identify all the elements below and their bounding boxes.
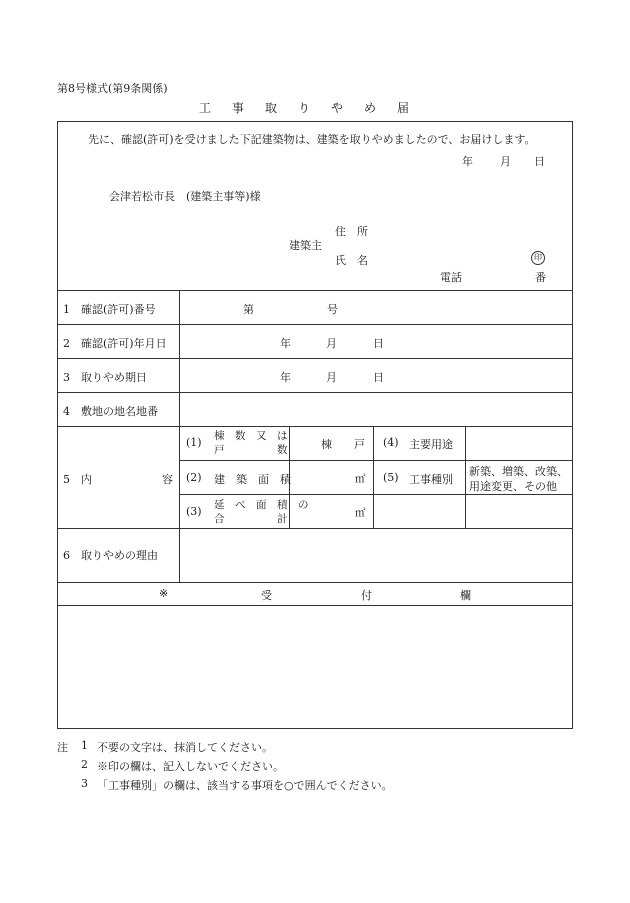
reception-char: 付: [361, 589, 372, 602]
title-char: り: [298, 101, 311, 115]
row-label-reason: 6 取りやめの理由: [63, 549, 158, 562]
cancel-date-year: 年: [280, 371, 291, 384]
title-char: め: [364, 101, 377, 115]
phone-label: 電話: [440, 271, 462, 284]
total-floor-area-label-line1: 延 べ 面 積 の: [214, 499, 309, 511]
address-label: 住 所: [335, 225, 368, 238]
note-text: ※印の欄は、記入しないでください。: [97, 760, 284, 773]
row-divider: [58, 358, 572, 359]
date-year-label: 年: [462, 155, 473, 168]
row-label-permit-date: 2 確認(許可)年月日: [63, 337, 167, 350]
column-divider: [373, 426, 374, 528]
date-month-label: 月: [500, 155, 511, 168]
row-label-cancel-date: 3 取りやめ期日: [63, 371, 147, 384]
item-no-3: (3): [186, 505, 202, 518]
building-area-label: 建 築 面 積: [214, 473, 291, 486]
reception-mark: ※: [159, 587, 169, 600]
permit-date-day: 日: [373, 337, 384, 350]
phone-suffix: 番: [535, 271, 546, 284]
row-label-permit-number: 1 確認(許可)番号: [63, 303, 156, 316]
title-char: 工: [199, 101, 212, 115]
row-divider: [179, 494, 572, 495]
row-divider: [58, 324, 572, 325]
column-divider: [465, 426, 466, 528]
form-number: 第8号様式(第9条関係): [57, 82, 168, 95]
total-floor-area-unit: ㎡: [355, 507, 366, 519]
reception-char: 欄: [460, 589, 471, 602]
main-use-label: 主要用途: [409, 438, 453, 451]
note-number: 3: [81, 777, 88, 790]
form-title: [199, 99, 430, 116]
declaration-text: 先に、確認(許可)を受けました下記建築物は、建築を取りやめましたので、お届けします。: [88, 133, 536, 146]
work-type-option[interactable]: 新築、増築、改築、: [469, 465, 568, 478]
building-area-unit: ㎡: [355, 473, 366, 485]
permit-number-go: 号: [327, 303, 338, 316]
note-number: 2: [81, 758, 88, 771]
cancel-date-day: 日: [373, 371, 384, 384]
form-table: [57, 121, 573, 729]
row-divider: [58, 582, 572, 583]
row-divider: [58, 392, 572, 393]
cancel-date-month: 月: [326, 371, 337, 384]
date-day-label: 日: [534, 155, 545, 168]
note-number: 1: [81, 739, 88, 752]
column-divider: [179, 290, 180, 582]
title-char: 事: [232, 101, 245, 115]
row-divider: [58, 528, 572, 529]
building-count-unit: 棟 戸: [321, 438, 365, 451]
note-text: 「工事種別」の欄は、該当する事項を○で囲んでください。: [97, 779, 393, 792]
addressee: 会津若松市長 (建築主事等)様: [109, 190, 261, 203]
seal-icon: 印: [531, 251, 545, 265]
title-char: や: [331, 101, 344, 115]
row-divider: [58, 290, 572, 291]
permit-date-year: 年: [280, 337, 291, 350]
permit-number-dai: 第: [243, 303, 254, 316]
item-no-1: (1): [186, 436, 202, 449]
item-no-5: (5): [383, 471, 399, 484]
owner-label: 建築主: [289, 239, 322, 252]
work-type-option[interactable]: 用途変更、その他: [469, 480, 557, 493]
building-count-label-line1: 棟 数 又 は: [214, 430, 288, 442]
total-floor-area-label-line2: 合 計: [214, 513, 288, 525]
row-divider: [58, 426, 572, 427]
work-type-label: 工事種別: [409, 473, 453, 486]
item-no-2: (2): [186, 471, 202, 484]
row-label-site-address: 4 敷地の地名地番: [63, 405, 158, 418]
building-count-label-line2: 戸 数: [214, 444, 288, 456]
note-text: 不要の文字は、抹消してください。: [97, 741, 273, 754]
reception-char: 受: [261, 589, 272, 602]
title-char: 届: [397, 101, 410, 115]
notes-head: 注: [57, 741, 68, 754]
title-char: 取: [265, 101, 278, 115]
name-label: 氏 名: [335, 254, 368, 267]
permit-date-month: 月: [326, 337, 337, 350]
item-no-4: (4): [383, 436, 399, 449]
row-label-contents-end: 容: [162, 473, 173, 486]
row-label-contents: 5 内: [63, 473, 92, 486]
row-divider: [179, 460, 572, 461]
row-divider: [58, 605, 572, 606]
